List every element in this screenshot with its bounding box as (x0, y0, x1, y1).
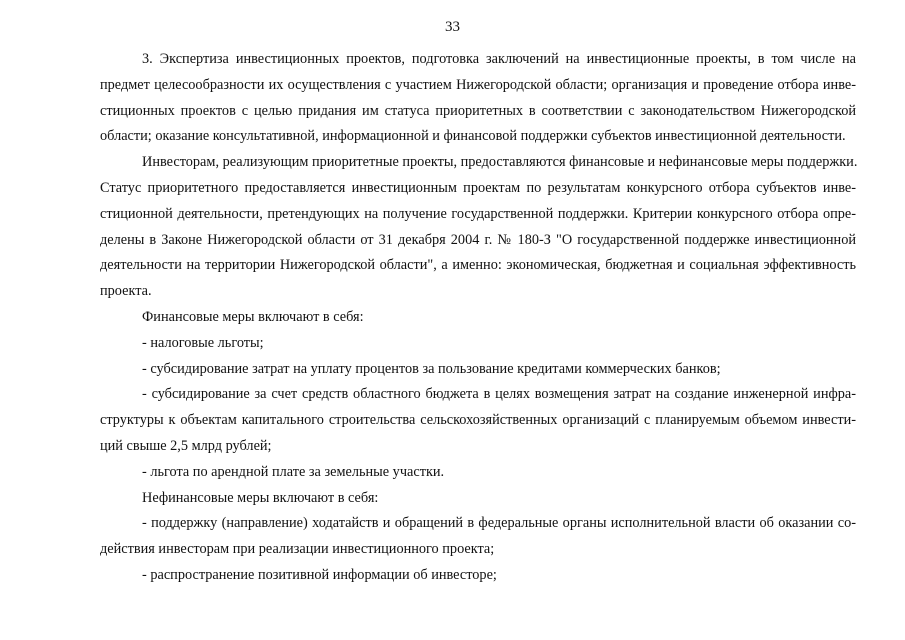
text-line: - субсидирование затрат на уплату процентов за пользование кредитами коммерческих банков; (142, 360, 721, 377)
text-line: действия инвесторам при реализации инвестиционного проекта; (100, 541, 495, 558)
text-line: - льгота по арендной плате за земельные участки. (142, 463, 445, 480)
text-line: ций свыше 2,5 млрд рублей; (100, 437, 272, 454)
text-line: структуры к объектам капитального строительства сельскохозяйственных организаций с планируемым объемом инвести- (100, 412, 856, 429)
text-line: деятельности на территории Нижегородской области", а именно: экономическая, бюджетная и социальная эффективность (100, 257, 856, 274)
list-item-infrastructure-subsidy (58, 382, 856, 459)
text-line: - распространение позитивной информации об инвесторе; (142, 566, 497, 583)
text-line: проекта. (100, 283, 152, 300)
text-line: Статус приоритетного предоставляется инвестиционным проектам по результатам конкурсного отбора субъектов инве- (100, 179, 856, 196)
text-line: Нефинансовые меры включают в себя: (142, 489, 379, 506)
text-line: стиционной деятельности, претендующих на получение государственной поддержки. Критерии конкурсного отбора опре- (100, 205, 856, 222)
text-line: делены в Законе Нижегородской области от 31 декабря 2004 г. № 180-З "О государственной поддержке инвестиционной (100, 231, 856, 248)
list-item-petition-support (58, 511, 856, 563)
paragraph-priority-projects (58, 150, 856, 305)
paragraph-financial-heading (58, 305, 856, 331)
text-line: Финансовые меры включают в себя: (142, 308, 364, 325)
paragraph-expertise (58, 47, 856, 150)
list-item-tax-benefits (58, 331, 856, 357)
text-line: области; оказание консультативной, информационной и финансовой поддержки субъектов инвестиционной деятельности. (100, 128, 846, 145)
text-line: - налоговые льготы; (142, 334, 264, 351)
page-number: 33 (445, 19, 460, 35)
body-text (58, 47, 856, 589)
text-line: - субсидирование за счет средств областного бюджета в целях возмещения затрат на создание инженерной инфра- (142, 386, 856, 403)
paragraph-nonfinancial-heading (58, 486, 856, 512)
text-line: стиционных проектов с целью придания им статуса приоритетных в соответствии с законодательством Нижегородской (100, 102, 856, 119)
list-item-interest-subsidy (58, 357, 856, 383)
text-line: предмет целесообразности их осуществления с участием Нижегородской области; организация и проведение отбора инве- (100, 76, 856, 93)
list-item-land-rent-benefit (58, 460, 856, 486)
text-line: 3. Экспертиза инвестиционных проектов, подготовка заключений на инвестиционные проекты, в том числе на (142, 51, 856, 67)
text-line: - поддержку (направление) ходатайств и обращений в федеральные органы исполнительной власти об оказании со- (142, 515, 856, 532)
list-item-positive-info (58, 563, 856, 589)
text-line: Инвесторам, реализующим приоритетные проекты, предоставляются финансовые и нефинансовые меры поддержки. (142, 154, 858, 171)
